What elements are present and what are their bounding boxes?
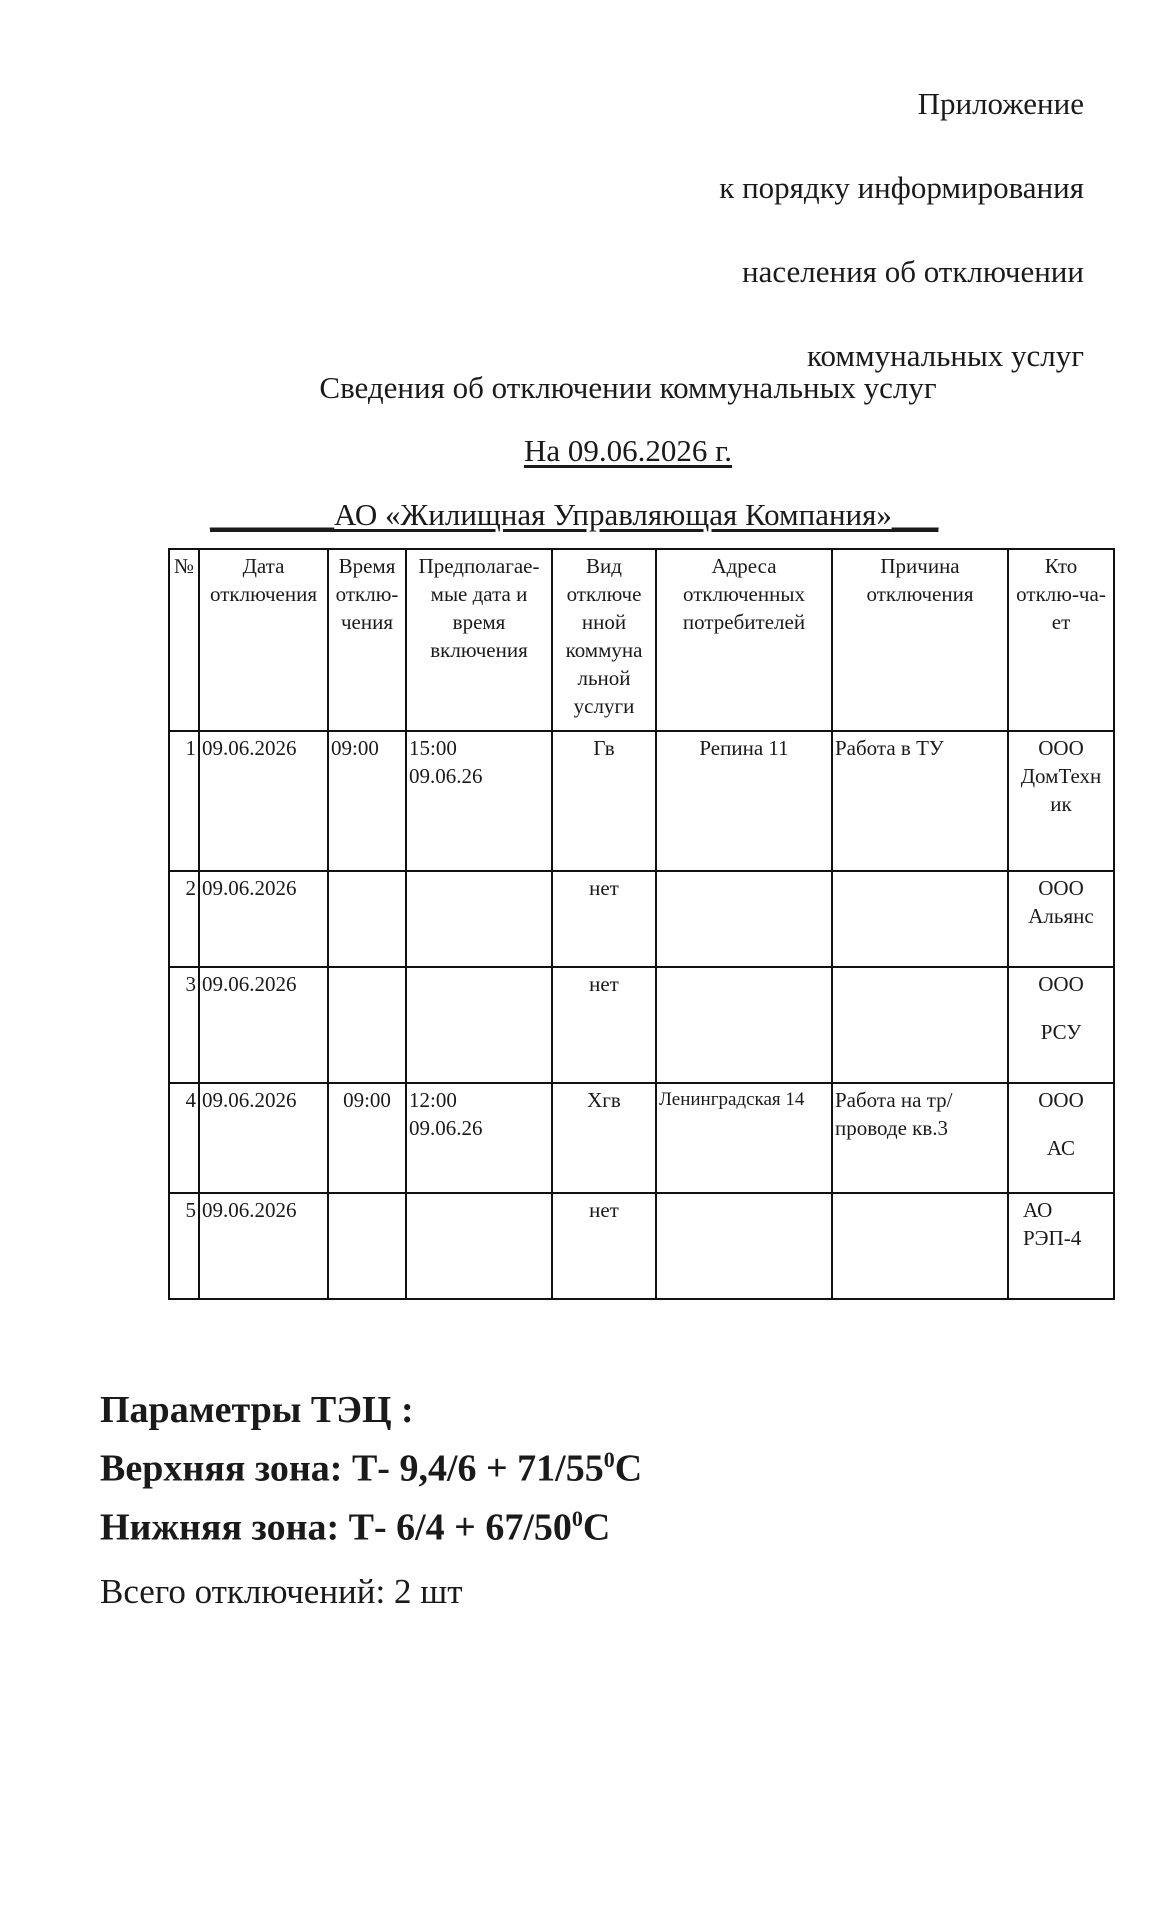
row-date: 09.06.2026: [199, 871, 328, 967]
row-address: Ленинградская 14: [656, 1083, 832, 1193]
row-who: [1008, 1083, 1114, 1193]
row-date: 09.06.2026: [199, 967, 328, 1083]
header-address: Адреса отключенных потребителей: [656, 549, 832, 731]
who-line: АО: [1023, 1198, 1053, 1222]
upper-zone-unit: С: [614, 1447, 643, 1490]
appendix-line-2: к порядку информирования: [719, 170, 1084, 205]
table-header-row: [169, 549, 1114, 731]
row-date: 09.06.2026: [199, 1083, 328, 1193]
row-reason: [832, 1083, 1008, 1193]
who-line: РЭП-4: [1023, 1226, 1082, 1250]
upper-zone-line: [100, 1435, 642, 1494]
lower-zone-text: Нижняя зона: Т- 6/4 + 67/50: [100, 1506, 572, 1549]
reason-line: Работа в ТУ: [835, 736, 944, 760]
table-row: [169, 731, 1114, 871]
row-restore: [406, 731, 552, 871]
row-service-type: Хгв: [552, 1083, 656, 1193]
appendix-line-1: Приложение: [917, 86, 1084, 121]
who-line: АС: [1046, 1136, 1076, 1160]
row-time: [328, 871, 406, 967]
header-who: Кто отклю-ча-ет: [1008, 549, 1114, 731]
row-service-type: нет: [552, 871, 656, 967]
row-restore: [406, 1083, 552, 1193]
row-who: [1008, 1193, 1114, 1299]
row-time: [328, 967, 406, 1083]
header-service-type: Вид отключе нной коммуна льной услуги: [552, 549, 656, 731]
row-restore: [406, 1193, 552, 1299]
who-line: ДомТехн: [1020, 764, 1102, 788]
who-line: ООО: [1038, 1088, 1084, 1112]
restore-date: 09.06.26: [409, 1116, 483, 1140]
row-address: [656, 967, 832, 1083]
shutoff-table: [168, 548, 1115, 1300]
header-time: Время отклю-чения: [328, 549, 406, 731]
table-row: [169, 1083, 1114, 1193]
reason-line: Работа на тр/: [835, 1088, 953, 1112]
restore-date: 09.06.26: [409, 764, 483, 788]
row-num: 3: [169, 967, 199, 1083]
row-service-type: нет: [552, 967, 656, 1083]
who-line: ООО: [1038, 876, 1084, 900]
row-restore: [406, 871, 552, 967]
who-line: ООО: [1038, 972, 1084, 996]
row-reason: [832, 871, 1008, 967]
lower-zone-degree: 0: [571, 1505, 583, 1531]
table-row: [169, 871, 1114, 967]
row-who: [1008, 731, 1114, 871]
row-address: Репина 11: [656, 731, 832, 871]
company-line: [210, 497, 938, 533]
params-heading: Параметры ТЭЦ :: [100, 1389, 414, 1431]
appendix-line-4: коммунальных услуг: [807, 338, 1084, 373]
restore-time: 15:00: [409, 736, 457, 760]
document-title: Сведения об отключении коммунальных услуг: [319, 370, 937, 405]
upper-zone-text: Верхняя зона: Т- 9,4/6 + 71/55: [100, 1447, 604, 1490]
row-address: [656, 871, 832, 967]
row-date: 09.06.2026: [199, 1193, 328, 1299]
who-line: ООО: [1038, 736, 1084, 760]
lower-zone-unit: С: [582, 1506, 611, 1549]
header-num: №: [169, 549, 199, 731]
row-who: [1008, 871, 1114, 967]
table-row: [169, 967, 1114, 1083]
upper-zone-degree: 0: [603, 1447, 615, 1472]
row-service-type: нет: [552, 1193, 656, 1299]
row-time: 09:00: [328, 1083, 406, 1193]
row-who: [1008, 967, 1114, 1083]
row-date: 09.06.2026: [199, 731, 328, 871]
row-service-type: Гв: [552, 731, 656, 871]
row-num: 4: [169, 1083, 199, 1193]
company-name: ________АО «Жилищная Управляющая Компания»___: [210, 497, 939, 532]
reason-line: проводе кв.3: [835, 1116, 949, 1140]
report-date: На 09.06.2026 г.: [523, 433, 733, 468]
row-reason: [832, 1193, 1008, 1299]
table-row: [169, 1193, 1114, 1299]
row-num: 5: [169, 1193, 199, 1299]
appendix-block: [719, 62, 1084, 398]
chp-parameters: [100, 1385, 642, 1552]
row-time: [328, 1193, 406, 1299]
row-reason: [832, 967, 1008, 1083]
header-date: Дата отключения: [199, 549, 328, 731]
who-line: РСУ: [1040, 1020, 1082, 1044]
row-restore: [406, 967, 552, 1083]
who-line: Альянс: [1028, 904, 1094, 928]
report-date-line: [0, 433, 1156, 469]
row-address: [656, 1193, 832, 1299]
who-line: ик: [1050, 792, 1072, 816]
lower-zone-line: [100, 1494, 642, 1553]
header-restore: Предполагае-мые дата и время включения: [406, 549, 552, 731]
row-num: 2: [169, 871, 199, 967]
row-time: 09:00: [328, 731, 406, 871]
total-shutoffs: Всего отключений: 2 шт: [100, 1572, 463, 1611]
row-num: 1: [169, 731, 199, 871]
restore-time: 12:00: [409, 1088, 457, 1112]
header-reason: Причина отключения: [832, 549, 1008, 731]
row-reason: [832, 731, 1008, 871]
appendix-line-3: населения об отключении: [742, 254, 1084, 289]
